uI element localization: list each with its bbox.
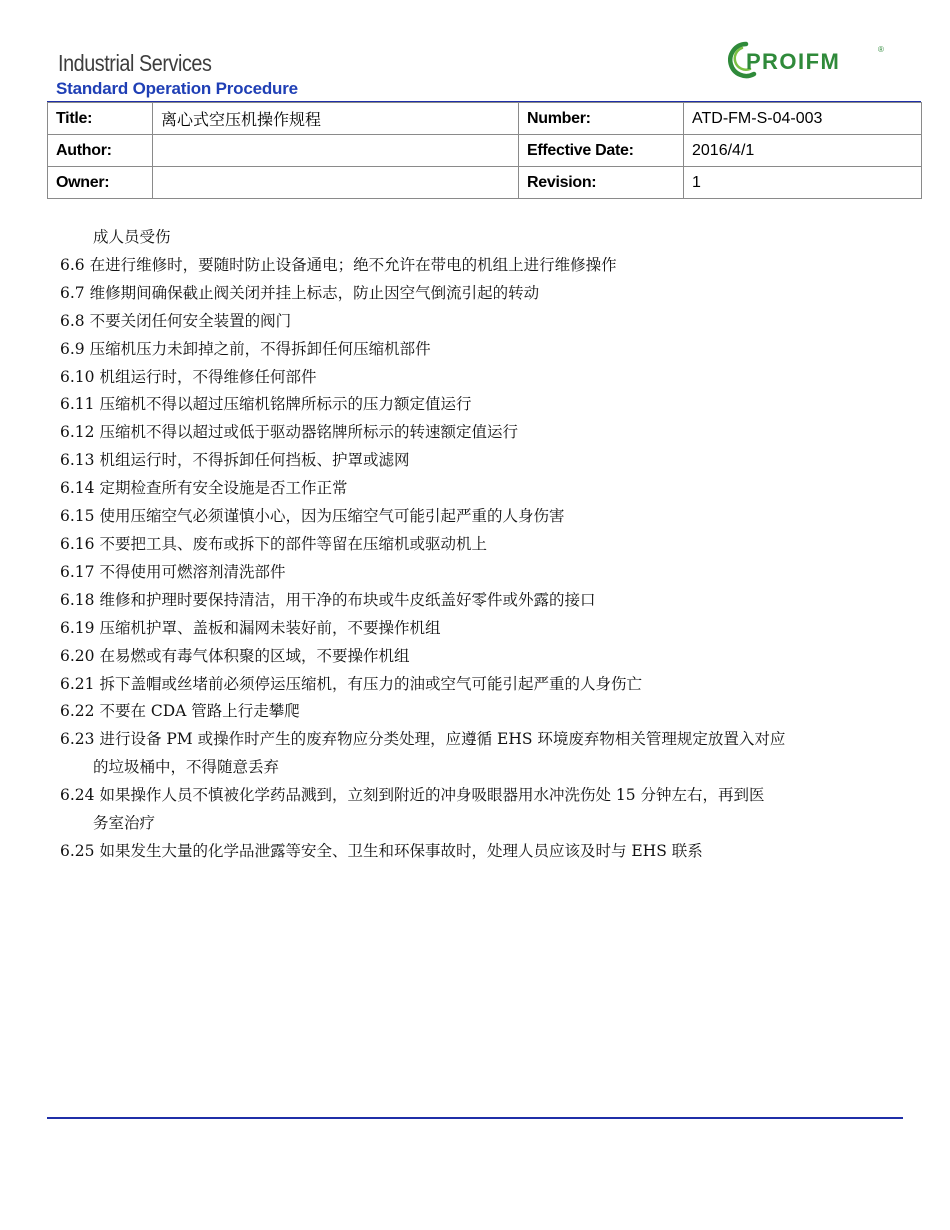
title-label: Title: <box>48 103 153 135</box>
procedure-line: 6.23 进行设备 PM 或操作时产生的废弃物应分类处理，应遵循 EHS 环境废弃物相关管理规定放置入对应 <box>60 730 786 749</box>
owner-value <box>153 167 519 199</box>
procedure-line: 6.17 不得使用可燃溶剂清洗部件 <box>60 562 286 581</box>
title-row <box>48 103 922 135</box>
procedure-line: 6.6 在进行维修时，要随时防止设备通电；绝不允许在带电的机组上进行维修操作 <box>60 255 617 274</box>
owner-row <box>48 167 922 199</box>
author-value <box>153 135 519 167</box>
number-value: ATD-FM-S-04-003 <box>684 103 922 135</box>
procedure-line: 6.14 定期检查所有安全设施是否工作正常 <box>60 479 348 498</box>
procedure-line: 6.25 如果发生大量的化学品泄露等安全、卫生和环保事故时，处理人员应该及时与 EHS 联系 <box>60 841 703 860</box>
procedure-line: 6.7 维修期间确保截止阀关闭并挂上标志，防止因空气倒流引起的转动 <box>60 283 540 302</box>
procedure-line: 6.15 使用压缩空气必须谨慎小心，因为压缩空气可能引起严重的人身伤害 <box>60 507 565 526</box>
author-label: Author: <box>48 135 153 167</box>
number-label: Number: <box>519 103 684 135</box>
procedure-line: 6.21 拆下盖帽或丝堵前必须停运压缩机，有压力的油或空气可能引起严重的人身伤亡 <box>60 674 642 693</box>
procedure-line: 成人员受伤 <box>93 228 171 246</box>
procedure-line: 6.16 不要把工具、废布或拆下的部件等留在压缩机或驱动机上 <box>60 534 487 553</box>
proifm-logo <box>728 38 888 82</box>
procedure-line: 6.24 如果操作人员不慎被化学药品溅到，立刻到附近的冲身吸眼器用水冲洗伤处 15 分钟左右，再到医 <box>60 786 765 805</box>
company-name: Industrial Services <box>58 50 212 76</box>
procedure-line: 6.22 不要在 CDA 管路上行走攀爬 <box>60 702 300 721</box>
procedure-line: 务室治疗 <box>93 814 156 833</box>
svg-text:P: P <box>746 49 763 74</box>
revision-label: Revision: <box>519 167 684 199</box>
author-row <box>48 135 922 167</box>
registered-mark: ® <box>878 45 884 54</box>
procedure-line: 的垃圾桶中，不得随意丢弃 <box>93 758 280 777</box>
effective-date-label: Effective Date: <box>519 135 684 167</box>
procedure-text <box>60 224 900 866</box>
owner-label: Owner: <box>48 167 153 199</box>
document-type: Standard Operation Procedure <box>56 79 298 98</box>
procedure-line: 6.11 压缩机不得以超过压缩机铭牌所标示的压力额定值运行 <box>60 395 472 414</box>
procedure-line: 6.13 机组运行时，不得拆卸任何挡板、护罩或滤网 <box>60 451 410 470</box>
footer-rule <box>47 1117 903 1119</box>
procedure-line: 6.12 压缩机不得以超过或低于驱动器铭牌所标示的转速额定值运行 <box>60 423 518 442</box>
revision-value: 1 <box>684 167 922 199</box>
svg-text:ROIFM: ROIFM <box>762 49 841 74</box>
procedure-line: 6.9 压缩机压力未卸掉之前，不得拆卸任何压缩机部件 <box>60 339 431 358</box>
procedure-line: 6.19 压缩机护罩、盖板和漏网未装好前，不要操作机组 <box>60 618 441 637</box>
document-info-table <box>47 102 922 199</box>
procedure-line: 6.8 不要关闭任何安全装置的阀门 <box>60 311 292 330</box>
title-value: 离心式空压机操作规程 <box>153 103 519 135</box>
procedure-line: 6.20 在易燃或有毒气体积聚的区域，不要操作机组 <box>60 646 410 665</box>
effective-date-value: 2016/4/1 <box>684 135 922 167</box>
procedure-line: 6.10 机组运行时，不得维修任何部件 <box>60 367 317 386</box>
procedure-line: 6.18 维修和护理时要保持清洁，用干净的布块或牛皮纸盖好零件或外露的接口 <box>60 590 596 609</box>
